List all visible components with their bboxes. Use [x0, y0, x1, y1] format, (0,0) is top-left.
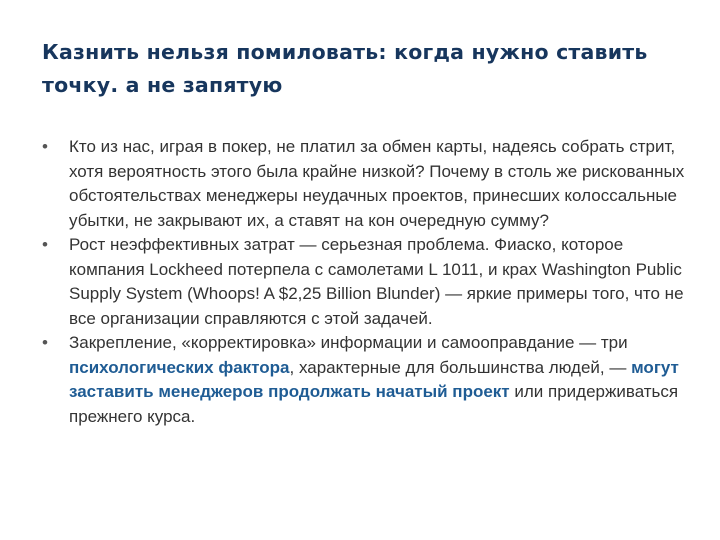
bullet-dot-icon: •	[42, 235, 48, 254]
bullet-text-part: Закрепление, «корректировка» информации и самооправдание — три	[69, 333, 628, 352]
slide-title: Казнить нельзя помиловать: когда нужно ставить точку. а не запятую	[42, 40, 648, 97]
bullet-text: Рост неэффективных затрат — серьезная проблема. Фиаско, которое компания Lockheed потерпела с самолетами L 1011, и крах Washington Public Supply System (Whoops! A $2,25 Billion Blunder) — яркие примеры того, что не все организации справляются с этой задачей.	[69, 235, 684, 328]
bullet-text-part: или придерживаться прежнего курса.	[69, 382, 679, 426]
bullet-text-part: , характерные для большинства людей, —	[289, 357, 632, 377]
bullet-dot-icon: •	[42, 137, 48, 156]
bullet-item	[42, 331, 702, 429]
bullet-item	[42, 135, 702, 233]
bullet-item	[42, 233, 702, 331]
bullet-dot-icon: •	[42, 333, 48, 352]
bullet-list	[42, 135, 702, 429]
highlight-phrase: психологических фактора	[69, 357, 290, 377]
bullet-text: Кто из нас, играя в покер, не платил за обмен карты, надеясь собрать стрит, хотя вероятность этого была крайне низкой? Почему в столь же рискованных обстоятельствах менеджеры неудачных проектов, принесших колоссальные убытки, не закрывают их, а ставят на кон очередную сумму?	[69, 137, 685, 230]
highlight-phrase: могут заставить менеджеров продолжать начатый проект	[69, 357, 679, 401]
